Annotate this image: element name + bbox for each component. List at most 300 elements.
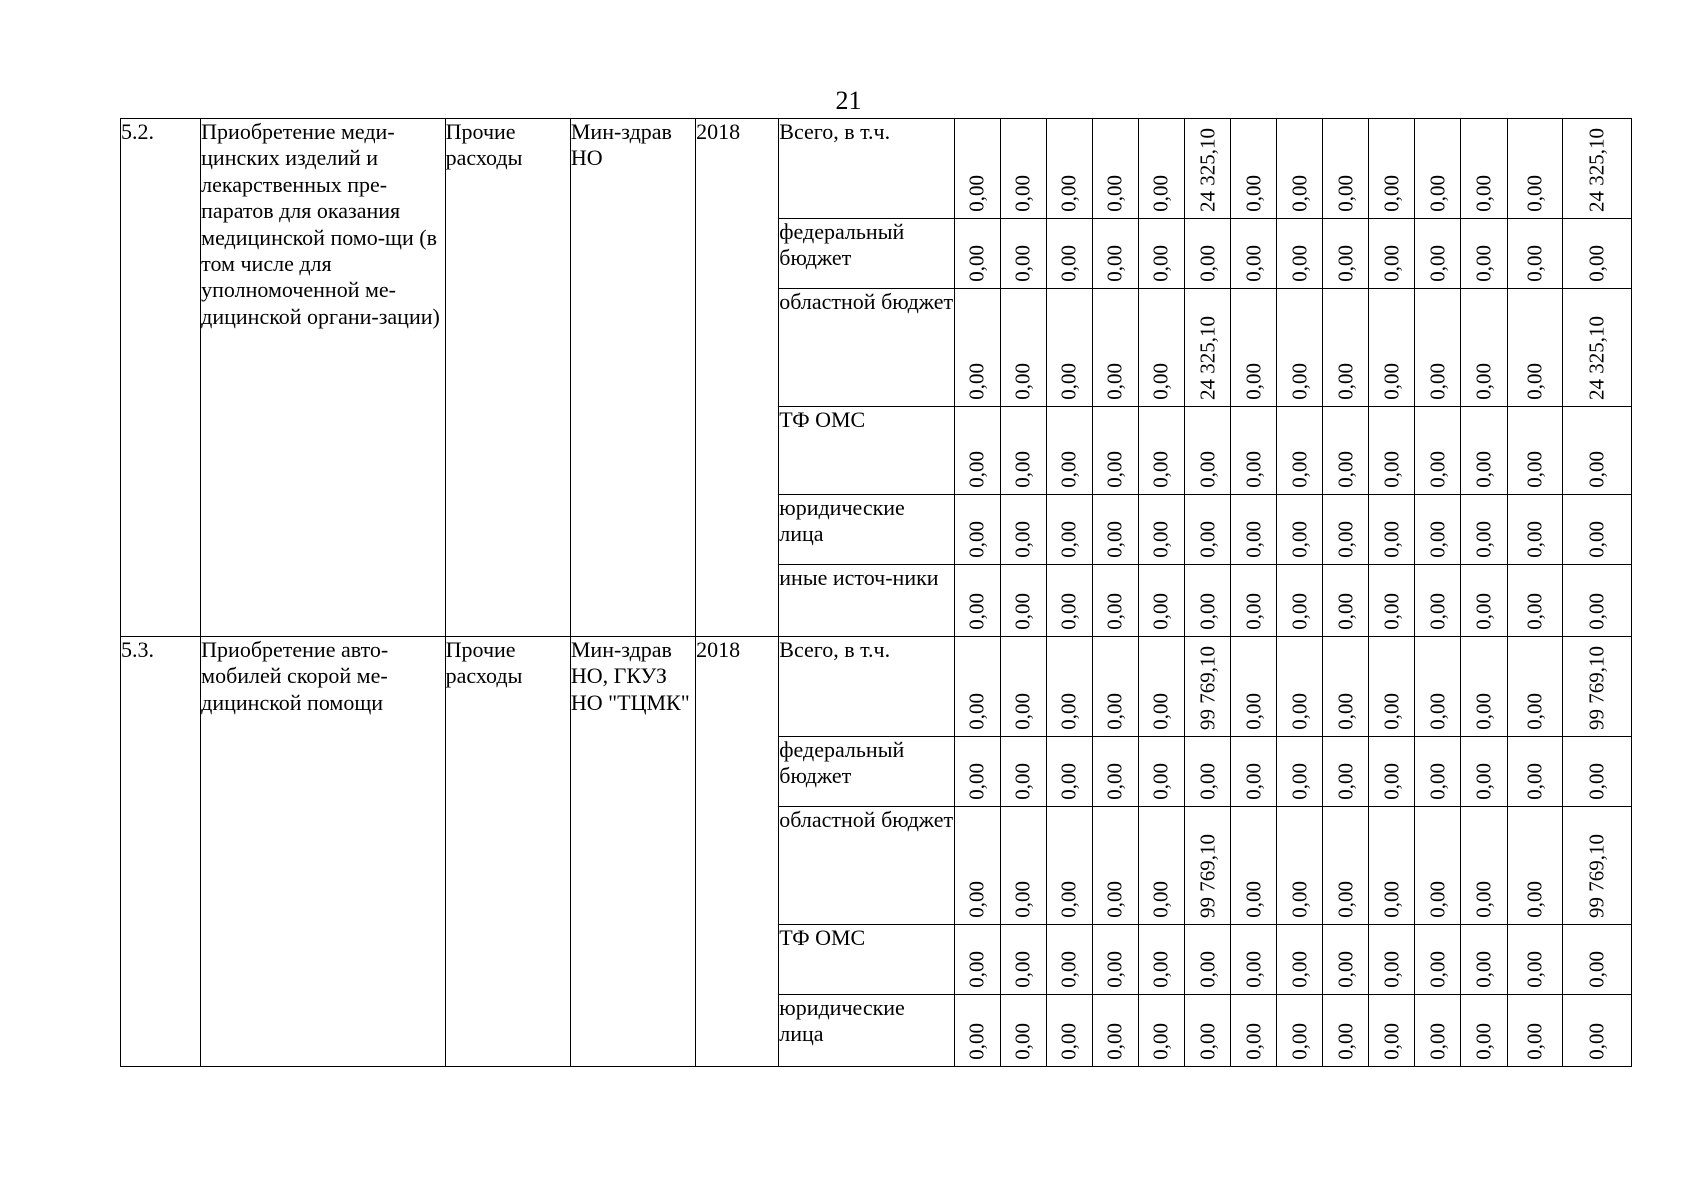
value-text: 0,00 <box>1241 521 1266 558</box>
value-cell <box>954 407 1000 495</box>
value-text: 0,00 <box>1584 245 1609 282</box>
expense-type: Прочие расходы <box>445 119 570 637</box>
value-text: 0,00 <box>1010 1023 1035 1060</box>
value-cell <box>1369 737 1415 807</box>
value-cell <box>1277 495 1323 565</box>
value-cell <box>1562 119 1631 219</box>
value-cell <box>1415 807 1461 925</box>
value-cell <box>1231 219 1277 289</box>
value-cell <box>1138 289 1184 407</box>
value-text: 0,00 <box>1241 951 1266 988</box>
value-cell <box>1092 807 1138 925</box>
value-cell <box>1369 565 1415 637</box>
value-text: 0,00 <box>1333 1023 1358 1060</box>
value-text: 0,00 <box>1148 951 1173 988</box>
value-cell <box>1092 495 1138 565</box>
value-text: 0,00 <box>1056 593 1081 630</box>
value-text: 0,00 <box>1056 881 1081 918</box>
value-text: 0,00 <box>1056 363 1081 400</box>
funding-source: областной бюджет <box>779 289 954 407</box>
value-cell <box>1231 995 1277 1067</box>
value-text: 0,00 <box>1287 763 1312 800</box>
executor: Мин-здрав НО <box>570 119 695 637</box>
value-text: 0,00 <box>1195 245 1220 282</box>
value-text: 0,00 <box>1425 175 1450 212</box>
value-text: 0,00 <box>1522 451 1547 488</box>
value-cell <box>1231 807 1277 925</box>
value-text: 0,00 <box>1102 951 1127 988</box>
table-row <box>121 119 1632 219</box>
value-text: 0,00 <box>1241 363 1266 400</box>
value-cell <box>1562 737 1631 807</box>
value-cell <box>1507 495 1562 565</box>
value-text: 0,00 <box>1287 881 1312 918</box>
value-text: 0,00 <box>1102 593 1127 630</box>
value-cell <box>1000 565 1046 637</box>
value-text: 0,00 <box>1010 363 1035 400</box>
value-text: 0,00 <box>1195 763 1220 800</box>
value-cell <box>1323 637 1369 737</box>
value-text: 0,00 <box>1471 363 1496 400</box>
value-cell <box>1562 807 1631 925</box>
funding-source: федеральный бюджет <box>779 219 954 289</box>
value-text: 0,00 <box>1010 593 1035 630</box>
value-text: 0,00 <box>1471 175 1496 212</box>
value-cell <box>1046 219 1092 289</box>
value-cell <box>1138 565 1184 637</box>
value-text: 0,00 <box>1102 521 1127 558</box>
value-text: 0,00 <box>964 451 989 488</box>
section-number: 5.3. <box>121 637 201 1067</box>
value-text: 0,00 <box>1471 951 1496 988</box>
value-text: 0,00 <box>1522 593 1547 630</box>
value-text: 0,00 <box>1522 693 1547 730</box>
value-text: 0,00 <box>1287 363 1312 400</box>
value-text: 0,00 <box>1056 693 1081 730</box>
value-text: 0,00 <box>1333 881 1358 918</box>
value-text: 0,00 <box>1379 881 1404 918</box>
table-row <box>121 637 1632 737</box>
value-cell <box>954 637 1000 737</box>
value-cell <box>1046 407 1092 495</box>
value-cell <box>1323 737 1369 807</box>
value-text: 0,00 <box>1471 593 1496 630</box>
value-cell <box>1369 495 1415 565</box>
value-cell <box>1000 119 1046 219</box>
funding-source: ТФ ОМС <box>779 407 954 495</box>
value-cell <box>1185 219 1231 289</box>
value-text: 0,00 <box>1584 1023 1609 1060</box>
value-cell <box>1185 119 1231 219</box>
value-text: 0,00 <box>1056 763 1081 800</box>
value-text: 0,00 <box>1522 521 1547 558</box>
value-text: 0,00 <box>1471 881 1496 918</box>
value-cell <box>1562 495 1631 565</box>
value-cell <box>1507 119 1562 219</box>
value-text: 0,00 <box>1379 593 1404 630</box>
value-text: 0,00 <box>1010 245 1035 282</box>
funding-source: юридические лица <box>779 495 954 565</box>
value-cell <box>1138 219 1184 289</box>
value-text: 24 325,10 <box>1584 316 1609 400</box>
value-text: 0,00 <box>1241 451 1266 488</box>
value-cell <box>1461 925 1507 995</box>
value-text: 0,00 <box>1425 881 1450 918</box>
value-text: 0,00 <box>1333 951 1358 988</box>
value-text: 0,00 <box>964 245 989 282</box>
value-cell <box>1092 219 1138 289</box>
value-text: 0,00 <box>1522 363 1547 400</box>
value-cell <box>1231 925 1277 995</box>
value-text: 0,00 <box>1379 1023 1404 1060</box>
value-cell <box>1461 637 1507 737</box>
value-text: 0,00 <box>1148 593 1173 630</box>
page-number: 21 <box>835 86 862 115</box>
value-cell <box>1185 807 1231 925</box>
value-cell <box>1369 407 1415 495</box>
value-text: 0,00 <box>964 951 989 988</box>
value-cell <box>954 807 1000 925</box>
event-name: Приобретение авто-мобилей скорой ме-дицинской помощи <box>201 637 445 1067</box>
value-cell <box>1461 995 1507 1067</box>
value-text: 0,00 <box>1148 451 1173 488</box>
value-text: 0,00 <box>1379 521 1404 558</box>
value-text: 0,00 <box>1010 521 1035 558</box>
value-text: 0,00 <box>1425 1023 1450 1060</box>
value-cell <box>1507 995 1562 1067</box>
value-cell <box>1323 995 1369 1067</box>
value-cell <box>1415 995 1461 1067</box>
value-cell <box>1000 637 1046 737</box>
value-text: 0,00 <box>1584 451 1609 488</box>
value-cell <box>1415 119 1461 219</box>
funding-source: ТФ ОМС <box>779 925 954 995</box>
event-name: Приобретение меди-цинских изделий и лекарственных пре-паратов для оказания медицинской помо-щи (в том числе для уполномоченной ме-дицинской органи-зации) <box>201 119 445 637</box>
value-cell <box>1185 495 1231 565</box>
value-cell <box>1415 637 1461 737</box>
value-text: 0,00 <box>1522 763 1547 800</box>
value-cell <box>1369 925 1415 995</box>
executor: Мин-здрав НО, ГКУЗ НО "ТЦМК" <box>570 637 695 1067</box>
value-cell <box>1323 807 1369 925</box>
value-text: 0,00 <box>1425 245 1450 282</box>
value-text: 0,00 <box>1425 363 1450 400</box>
value-text: 24 325,10 <box>1195 316 1220 400</box>
value-cell <box>1562 995 1631 1067</box>
value-text: 0,00 <box>1333 175 1358 212</box>
value-text: 0,00 <box>1379 951 1404 988</box>
value-text: 0,00 <box>964 1023 989 1060</box>
value-cell <box>1507 807 1562 925</box>
value-text: 0,00 <box>1287 693 1312 730</box>
value-cell <box>1369 119 1415 219</box>
value-cell <box>1369 637 1415 737</box>
value-text: 0,00 <box>1102 451 1127 488</box>
funding-source: Всего, в т.ч. <box>779 119 954 219</box>
value-cell <box>1092 925 1138 995</box>
value-text: 0,00 <box>1102 245 1127 282</box>
value-cell <box>1046 637 1092 737</box>
value-cell <box>1092 565 1138 637</box>
value-text: 24 325,10 <box>1584 128 1609 212</box>
value-cell <box>1323 119 1369 219</box>
value-text: 0,00 <box>1148 175 1173 212</box>
funding-source: федеральный бюджет <box>779 737 954 807</box>
value-cell <box>1138 737 1184 807</box>
value-cell <box>1415 407 1461 495</box>
value-text: 0,00 <box>1471 521 1496 558</box>
value-cell <box>1323 407 1369 495</box>
value-cell <box>1507 637 1562 737</box>
value-text: 0,00 <box>1148 881 1173 918</box>
value-text: 0,00 <box>1102 881 1127 918</box>
value-cell <box>1000 289 1046 407</box>
value-text: 0,00 <box>1425 521 1450 558</box>
value-cell <box>1231 637 1277 737</box>
value-text: 0,00 <box>1102 175 1127 212</box>
value-cell <box>1046 995 1092 1067</box>
value-text: 0,00 <box>1379 763 1404 800</box>
value-cell <box>1277 925 1323 995</box>
value-text: 0,00 <box>1584 951 1609 988</box>
value-cell <box>1323 925 1369 995</box>
value-cell <box>1185 637 1231 737</box>
value-cell <box>1507 565 1562 637</box>
value-text: 0,00 <box>1425 451 1450 488</box>
value-cell <box>1461 407 1507 495</box>
value-text: 0,00 <box>1522 951 1547 988</box>
value-cell <box>954 995 1000 1067</box>
value-cell <box>1185 289 1231 407</box>
value-cell <box>1562 925 1631 995</box>
value-cell <box>1138 495 1184 565</box>
value-cell <box>1231 407 1277 495</box>
value-cell <box>1138 119 1184 219</box>
value-cell <box>1231 289 1277 407</box>
value-text: 0,00 <box>1195 951 1220 988</box>
value-cell <box>954 737 1000 807</box>
value-cell <box>1277 219 1323 289</box>
value-cell <box>1461 807 1507 925</box>
value-text: 0,00 <box>1241 1023 1266 1060</box>
value-cell <box>1277 407 1323 495</box>
value-cell <box>1000 807 1046 925</box>
value-text: 0,00 <box>1148 521 1173 558</box>
value-text: 0,00 <box>1195 1023 1220 1060</box>
value-cell <box>1000 737 1046 807</box>
value-cell <box>1185 737 1231 807</box>
value-text: 0,00 <box>1241 175 1266 212</box>
value-cell <box>1046 289 1092 407</box>
value-cell <box>1369 289 1415 407</box>
value-cell <box>954 289 1000 407</box>
value-text: 0,00 <box>1425 763 1450 800</box>
value-text: 0,00 <box>1379 693 1404 730</box>
value-text: 0,00 <box>1379 245 1404 282</box>
value-cell <box>1231 737 1277 807</box>
value-cell <box>1138 637 1184 737</box>
value-text: 0,00 <box>1056 1023 1081 1060</box>
value-cell <box>1415 565 1461 637</box>
value-cell <box>1277 995 1323 1067</box>
value-text: 24 325,10 <box>1195 128 1220 212</box>
value-text: 0,00 <box>1379 451 1404 488</box>
value-cell <box>1046 807 1092 925</box>
value-text: 0,00 <box>1148 763 1173 800</box>
value-text: 0,00 <box>1287 1023 1312 1060</box>
value-cell <box>1461 565 1507 637</box>
value-text: 0,00 <box>1195 521 1220 558</box>
value-cell <box>1507 925 1562 995</box>
value-text: 0,00 <box>1010 881 1035 918</box>
value-text: 0,00 <box>1056 951 1081 988</box>
value-cell <box>1231 565 1277 637</box>
value-cell <box>1277 737 1323 807</box>
value-cell <box>1138 995 1184 1067</box>
value-cell <box>1507 289 1562 407</box>
value-cell <box>1415 925 1461 995</box>
value-text: 0,00 <box>1379 175 1404 212</box>
value-cell <box>1323 495 1369 565</box>
funding-source: юридические лица <box>779 995 954 1067</box>
value-text: 0,00 <box>1287 521 1312 558</box>
value-cell <box>1562 407 1631 495</box>
value-cell <box>1369 807 1415 925</box>
value-text: 0,00 <box>964 693 989 730</box>
value-text: 0,00 <box>1287 951 1312 988</box>
value-cell <box>1369 219 1415 289</box>
value-text: 0,00 <box>1148 245 1173 282</box>
value-text: 0,00 <box>1195 451 1220 488</box>
value-text: 0,00 <box>1148 363 1173 400</box>
year: 2018 <box>696 119 779 637</box>
year: 2018 <box>696 637 779 1067</box>
value-text: 0,00 <box>1333 763 1358 800</box>
value-text: 0,00 <box>1148 693 1173 730</box>
value-cell <box>954 925 1000 995</box>
value-text: 0,00 <box>964 763 989 800</box>
value-cell <box>1185 925 1231 995</box>
value-cell <box>1000 219 1046 289</box>
value-text: 0,00 <box>1471 245 1496 282</box>
value-text: 0,00 <box>1195 593 1220 630</box>
value-text: 0,00 <box>964 175 989 212</box>
value-text: 0,00 <box>1584 593 1609 630</box>
value-text: 99 769,10 <box>1195 646 1220 730</box>
value-cell <box>1277 289 1323 407</box>
section-number: 5.2. <box>121 119 201 637</box>
value-cell <box>1138 407 1184 495</box>
value-text: 0,00 <box>1056 451 1081 488</box>
value-cell <box>1000 495 1046 565</box>
value-cell <box>1231 119 1277 219</box>
value-text: 0,00 <box>1287 245 1312 282</box>
value-cell <box>954 119 1000 219</box>
value-cell <box>1092 737 1138 807</box>
value-text: 0,00 <box>1471 1023 1496 1060</box>
value-text: 0,00 <box>1379 363 1404 400</box>
value-text: 0,00 <box>1333 363 1358 400</box>
value-text: 0,00 <box>1241 881 1266 918</box>
value-cell <box>1000 995 1046 1067</box>
value-text: 0,00 <box>1522 881 1547 918</box>
value-text: 0,00 <box>1056 175 1081 212</box>
value-text: 0,00 <box>1056 521 1081 558</box>
value-cell <box>1323 219 1369 289</box>
value-cell <box>954 565 1000 637</box>
value-text: 0,00 <box>1241 693 1266 730</box>
value-text: 0,00 <box>1425 693 1450 730</box>
value-cell <box>1461 219 1507 289</box>
value-text: 0,00 <box>1584 521 1609 558</box>
value-cell <box>1277 565 1323 637</box>
value-cell <box>1092 995 1138 1067</box>
value-text: 0,00 <box>1333 245 1358 282</box>
value-cell <box>1562 219 1631 289</box>
value-cell <box>1000 925 1046 995</box>
value-text: 0,00 <box>1522 245 1547 282</box>
value-text: 99 769,10 <box>1584 646 1609 730</box>
value-cell <box>1138 925 1184 995</box>
expense-type: Прочие расходы <box>445 637 570 1067</box>
value-text: 99 769,10 <box>1584 834 1609 918</box>
value-cell <box>1507 219 1562 289</box>
value-cell <box>1000 407 1046 495</box>
value-text: 0,00 <box>1471 451 1496 488</box>
value-cell <box>1092 119 1138 219</box>
value-text: 0,00 <box>964 881 989 918</box>
value-text: 0,00 <box>1102 763 1127 800</box>
value-cell <box>1092 637 1138 737</box>
value-cell <box>1415 219 1461 289</box>
value-text: 0,00 <box>1333 593 1358 630</box>
value-cell <box>1185 565 1231 637</box>
value-cell <box>1562 289 1631 407</box>
value-text: 0,00 <box>1522 175 1547 212</box>
value-cell <box>1185 407 1231 495</box>
value-text: 0,00 <box>1102 693 1127 730</box>
funding-source: областной бюджет <box>779 807 954 925</box>
value-text: 0,00 <box>1010 763 1035 800</box>
value-cell <box>1562 565 1631 637</box>
value-text: 0,00 <box>1010 951 1035 988</box>
value-cell <box>1277 119 1323 219</box>
value-text: 0,00 <box>1287 451 1312 488</box>
value-cell <box>1323 289 1369 407</box>
value-cell <box>1231 495 1277 565</box>
value-text: 0,00 <box>1425 593 1450 630</box>
value-cell <box>1507 737 1562 807</box>
value-text: 0,00 <box>1241 593 1266 630</box>
value-cell <box>1507 407 1562 495</box>
value-text: 99 769,10 <box>1195 834 1220 918</box>
value-cell <box>1562 637 1631 737</box>
funding-source: Всего, в т.ч. <box>779 637 954 737</box>
value-text: 0,00 <box>1010 175 1035 212</box>
value-text: 0,00 <box>1102 363 1127 400</box>
value-text: 0,00 <box>1287 593 1312 630</box>
value-cell <box>1415 737 1461 807</box>
value-cell <box>1092 289 1138 407</box>
value-cell <box>1046 737 1092 807</box>
value-text: 0,00 <box>1333 521 1358 558</box>
value-cell <box>1138 807 1184 925</box>
value-text: 0,00 <box>1471 693 1496 730</box>
value-text: 0,00 <box>1010 693 1035 730</box>
value-cell <box>1046 495 1092 565</box>
value-text: 0,00 <box>1148 1023 1173 1060</box>
value-text: 0,00 <box>1584 763 1609 800</box>
